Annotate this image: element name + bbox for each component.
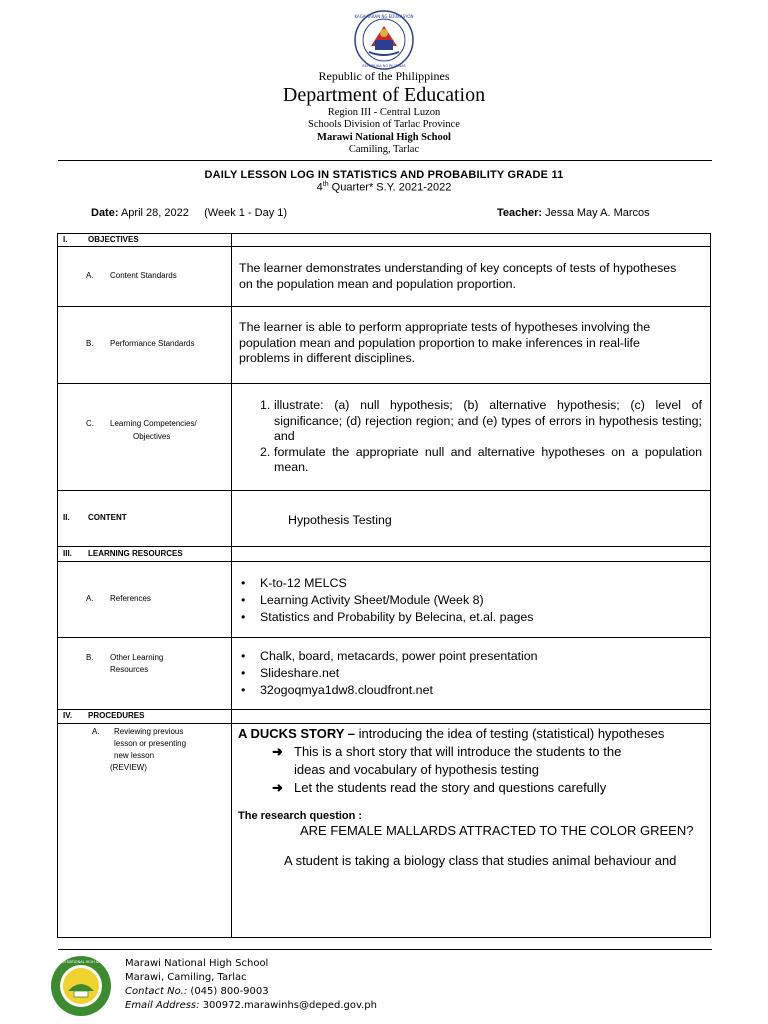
row-review	[58, 724, 710, 938]
row-content-standards	[58, 247, 710, 307]
footer-email: Email Address: 300972.marawinhs@deped.gov.ph	[125, 1000, 377, 1011]
performance-standards-label: B. Performance Standards	[86, 339, 195, 348]
competencies-list	[232, 398, 710, 476]
department-heading: Department of Education	[282, 84, 486, 106]
story-start: A student is taking a biology class that studies animal behaviour and	[284, 853, 677, 868]
footer-divider	[58, 949, 712, 950]
teacher-line: Teacher: Jessa May A. Marcos	[497, 207, 650, 219]
row-objectives	[58, 234, 710, 247]
resource-item: • Chalk, board, metacards, power point presentation	[232, 649, 710, 666]
document-title: DAILY LESSON LOG IN STATISTICS AND PROBABILITY GRADE 11	[204, 169, 564, 181]
date-line: Date: April 28, 2022 (Week 1 - Day 1)	[91, 207, 288, 219]
references-label: A. References	[86, 594, 151, 603]
row-procedures	[58, 710, 710, 724]
header-divider	[58, 160, 712, 161]
svg-text:KAGAWARAN NG EDUKASYON: KAGAWARAN NG EDUKASYON	[354, 14, 414, 19]
section-content-label: II. CONTENT	[63, 513, 127, 522]
review-label: A. Reviewing previous lesson or presenting new lesson (REVIEW)	[92, 727, 187, 772]
research-question: ARE FEMALE MALLARDS ATTRACTED TO THE COLOR GREEN?	[300, 823, 694, 838]
footer-contact: Contact No.: (045) 800-9003	[125, 986, 269, 997]
reference-item: • Learning Activity Sheet/Module (Week 8)	[232, 593, 710, 610]
svg-text:REPUBLIKA NG PILIPINAS: REPUBLIKA NG PILIPINAS	[362, 64, 406, 68]
reference-item: • Statistics and Probability by Belecina, et.al. pages	[232, 610, 710, 627]
deped-seal-logo	[347, 10, 421, 70]
competency-item: 2. formulate the appropriate null and alternative hypotheses on a population mean.	[260, 444, 702, 474]
row-content	[58, 491, 710, 547]
footer-address: Marawi, Camiling, Tarlac	[125, 972, 247, 983]
division-heading: Schools Division of Tarlac Province	[308, 119, 460, 130]
footer-school: Marawi National High School	[125, 958, 269, 969]
town-heading: Camiling, Tarlac	[348, 144, 420, 155]
competency-item: 1. illustrate: (a) null hypothesis; (b) alternative hypothesis; (c) level of significance; (d) rejection region; and (e) types of errors in hypothesis testing; and	[260, 398, 702, 443]
school-heading: Marawi National High School	[317, 132, 451, 143]
section-resources-label: III. LEARNING RESOURCES	[63, 549, 183, 558]
row-learning-resources	[58, 547, 710, 562]
row-other-resources	[58, 638, 710, 710]
section-procedures-label: IV. PROCEDURES	[63, 711, 145, 720]
performance-standards-text: The learner is able to perform appropriate tests of hypotheses involving the population mean and population proportion to make inferences in real-life problems in different disciplines.	[239, 320, 651, 365]
other-resources-label: B. Other Learning Resources	[86, 653, 164, 674]
competencies-label: C. Learning Competencies/ Objectives	[86, 419, 197, 441]
row-competencies	[58, 384, 710, 491]
story-note-1: ➜ This is a short story that will introduce the students to the ideas and vocabulary of hypothesis testing	[272, 744, 622, 777]
svg-text:MARAWI NATIONAL HIGH SCHOOL: MARAWI NATIONAL HIGH SCHOOL	[51, 960, 111, 964]
resource-item: • Slideshare.net	[232, 666, 710, 683]
research-question-label: The research question :	[238, 810, 363, 822]
content-standards-label: A. Content Standards	[86, 271, 177, 280]
republic-heading: Republic of the Philippines	[318, 69, 450, 83]
content-standards-text: The learner demonstrates understanding of key concepts of tests of hypotheses on the population mean and population proportion.	[239, 261, 677, 291]
references-list	[232, 576, 710, 627]
row-references	[58, 562, 710, 638]
quarter-line: 4th Quarter* S.Y. 2021-2022	[316, 181, 452, 194]
reference-item: • K-to-12 MELCS	[232, 576, 710, 593]
other-resources-list	[232, 649, 710, 700]
school-logo	[50, 955, 112, 1017]
story-heading: A DUCKS STORY – introducing the idea of testing (statistical) hypotheses	[238, 726, 665, 741]
section-objectives-label: I. OBJECTIVES	[63, 235, 139, 244]
resource-item: • 32ogoqmya1dw8.cloudfront.net	[232, 683, 710, 700]
lesson-log-table	[57, 233, 711, 938]
region-heading: Region III - Central Luzon	[327, 107, 441, 118]
row-performance-standards	[58, 307, 710, 384]
content-topic: Hypothesis Testing	[288, 513, 392, 527]
story-note-2: ➜ Let the students read the story and questions carefully	[272, 780, 607, 795]
review-content	[232, 725, 710, 869]
